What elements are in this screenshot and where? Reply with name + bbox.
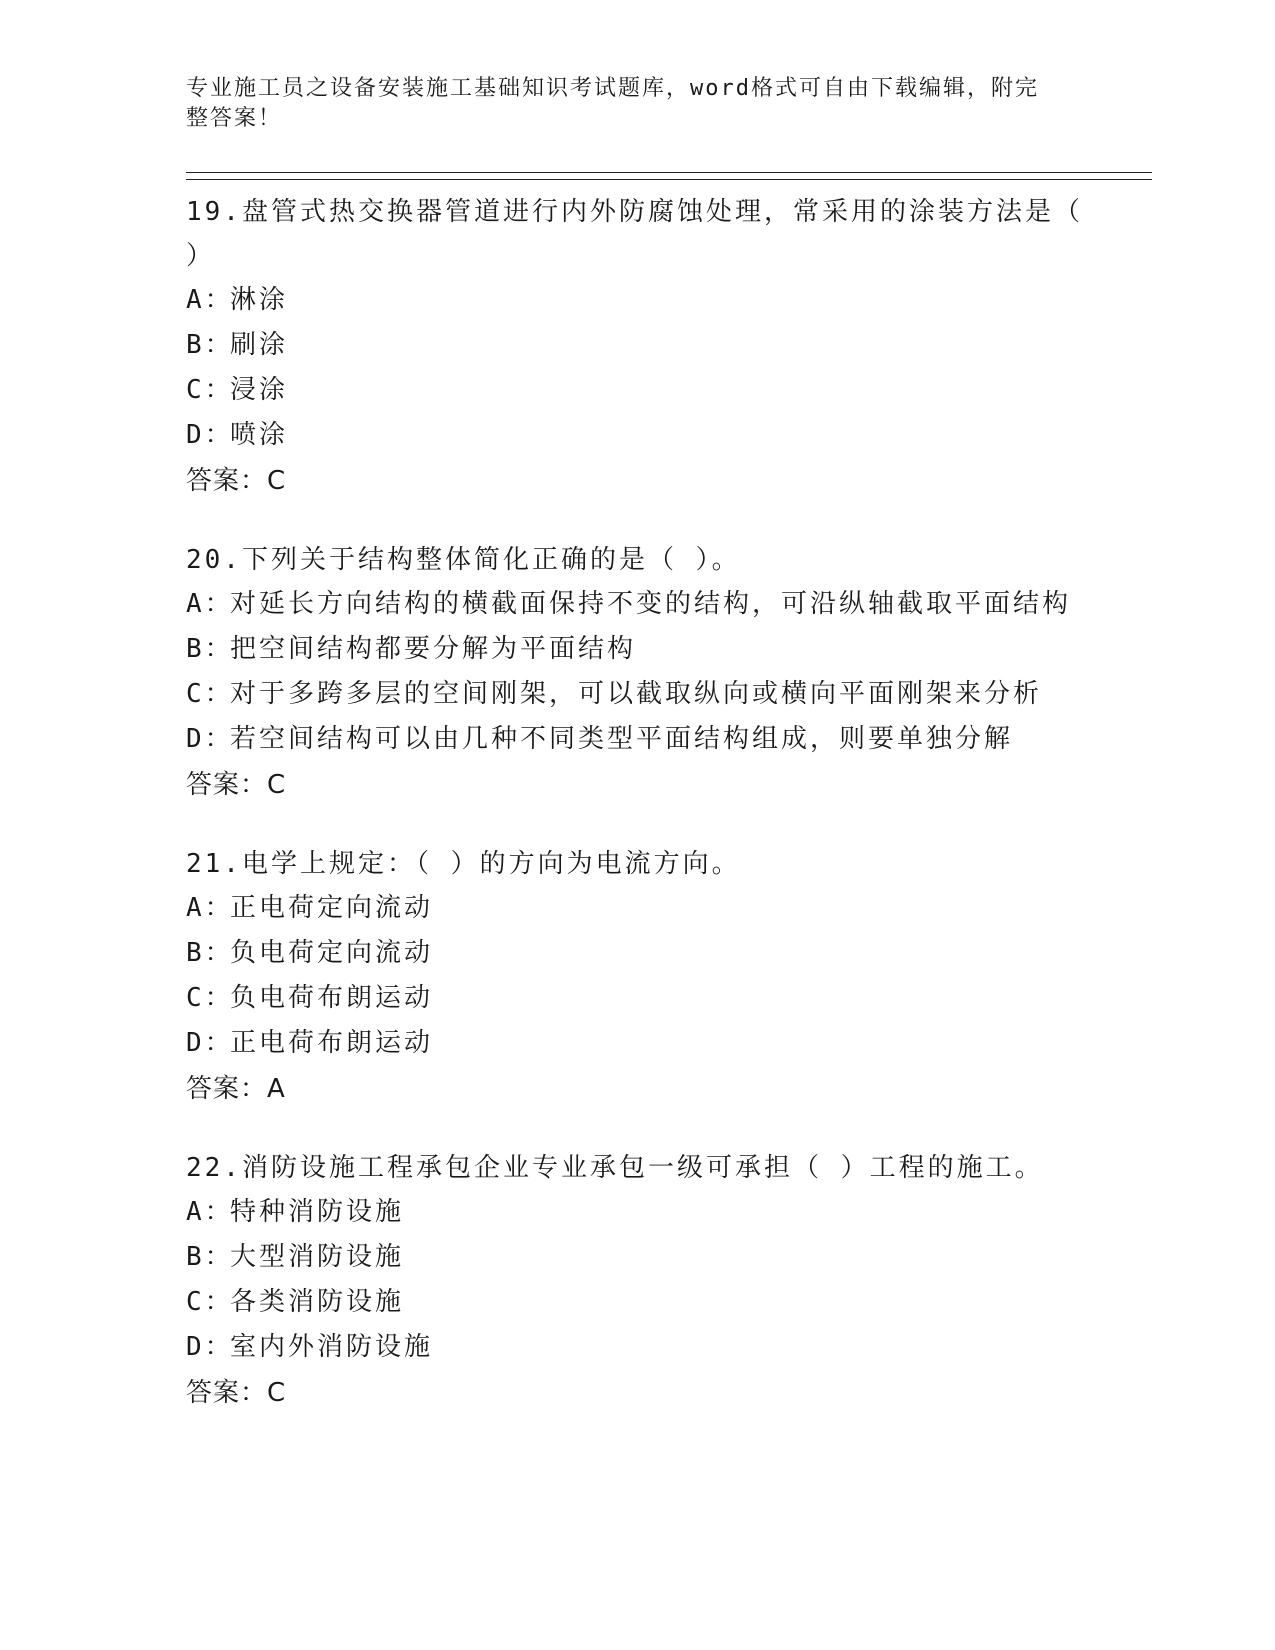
option-c (186, 368, 1086, 413)
answer-label: 答案： (186, 1378, 268, 1408)
option-letter: D： (186, 1332, 234, 1362)
option-text: 各类消防设施 (230, 1287, 405, 1317)
option-c (186, 672, 1086, 717)
option-b (186, 931, 1086, 976)
answer-line (186, 1066, 1086, 1112)
option-text: 负电荷布朗运动 (230, 983, 434, 1013)
option-text: 室内外消防设施 (230, 1332, 434, 1362)
option-d (186, 1325, 1086, 1370)
question-20 (186, 538, 1086, 808)
header-line-1: 专业施工员之设备安装施工基础知识考试题库，word格式可自由下载编辑，附完 (186, 76, 1039, 101)
question-stem: 消防设施工程承包企业专业承包一级可承担（ ）工程的施工。 (241, 1153, 1044, 1183)
option-text: 把空间结构都要分解为平面结构 (230, 634, 637, 664)
question-number: 21. (186, 849, 242, 879)
option-text: 浸涂 (230, 375, 289, 405)
question-text (186, 842, 1086, 886)
answer-value: A (267, 1074, 286, 1104)
option-b (186, 323, 1086, 368)
option-b (186, 627, 1086, 672)
question-19 (186, 190, 1086, 504)
option-text: 特种消防设施 (230, 1197, 405, 1227)
question-stem: 下列关于结构整体简化正确的是（ ）。 (241, 545, 741, 575)
option-a (186, 1190, 1086, 1235)
question-text (186, 538, 1086, 582)
option-d (186, 413, 1086, 458)
option-text: 大型消防设施 (230, 1242, 405, 1272)
option-letter: C： (186, 983, 234, 1013)
answer-value: C (267, 1378, 287, 1408)
question-21 (186, 842, 1086, 1112)
question-text (186, 1146, 1086, 1190)
header-line-2: 整答案！ (186, 106, 283, 131)
answer-label: 答案： (186, 770, 268, 800)
option-letter: A： (186, 589, 234, 619)
option-text: 对于多跨多层的空间刚架，可以截取纵向或横向平面刚架来分析 (230, 679, 1043, 709)
option-d (186, 717, 1086, 762)
answer-value: C (267, 770, 287, 800)
option-text: 负电荷定向流动 (230, 938, 434, 968)
question-22 (186, 1146, 1086, 1416)
option-letter: D： (186, 420, 234, 450)
header-divider-top (186, 172, 1152, 173)
question-number: 19. (186, 197, 242, 227)
answer-label: 答案： (186, 1074, 268, 1104)
option-text: 正电荷定向流动 (230, 893, 434, 923)
option-a (186, 278, 1086, 323)
option-letter: C： (186, 1287, 234, 1317)
header-divider-bottom (186, 179, 1152, 180)
option-c (186, 1280, 1086, 1325)
option-letter: D： (186, 1028, 234, 1058)
question-stem: 电学上规定：（ ）的方向为电流方向。 (241, 849, 741, 879)
option-letter: B： (186, 634, 234, 664)
answer-line (186, 762, 1086, 808)
option-letter: B： (186, 938, 234, 968)
option-d (186, 1021, 1086, 1066)
answer-label: 答案： (186, 466, 268, 496)
option-letter: D： (186, 724, 234, 754)
question-stem: 盘管式热交换器管道进行内外防腐蚀处理，常采用的涂装方法是（ ） (186, 197, 1083, 271)
option-letter: B： (186, 1242, 234, 1272)
question-list (186, 190, 1086, 1450)
answer-line (186, 458, 1086, 504)
option-a (186, 886, 1086, 931)
question-number: 20. (186, 545, 242, 575)
option-text: 若空间结构可以由几种不同类型平面结构组成，则要单独分解 (230, 724, 1014, 754)
option-letter: C： (186, 679, 234, 709)
option-text: 正电荷布朗运动 (230, 1028, 434, 1058)
option-text: 喷涂 (230, 420, 289, 450)
question-number: 22. (186, 1153, 242, 1183)
option-text: 淋涂 (230, 285, 289, 315)
option-letter: A： (186, 893, 234, 923)
option-text: 刷涂 (230, 330, 289, 360)
question-text (186, 190, 1086, 278)
option-letter: A： (186, 285, 234, 315)
option-b (186, 1235, 1086, 1280)
answer-value: C (267, 466, 287, 496)
option-letter: A： (186, 1197, 234, 1227)
document-header (186, 74, 1066, 134)
answer-line (186, 1370, 1086, 1416)
option-letter: C： (186, 375, 234, 405)
option-c (186, 976, 1086, 1021)
option-a (186, 582, 1086, 627)
option-letter: B： (186, 330, 234, 360)
option-text: 对延长方向结构的横截面保持不变的结构，可沿纵轴截取平面结构 (230, 589, 1072, 619)
